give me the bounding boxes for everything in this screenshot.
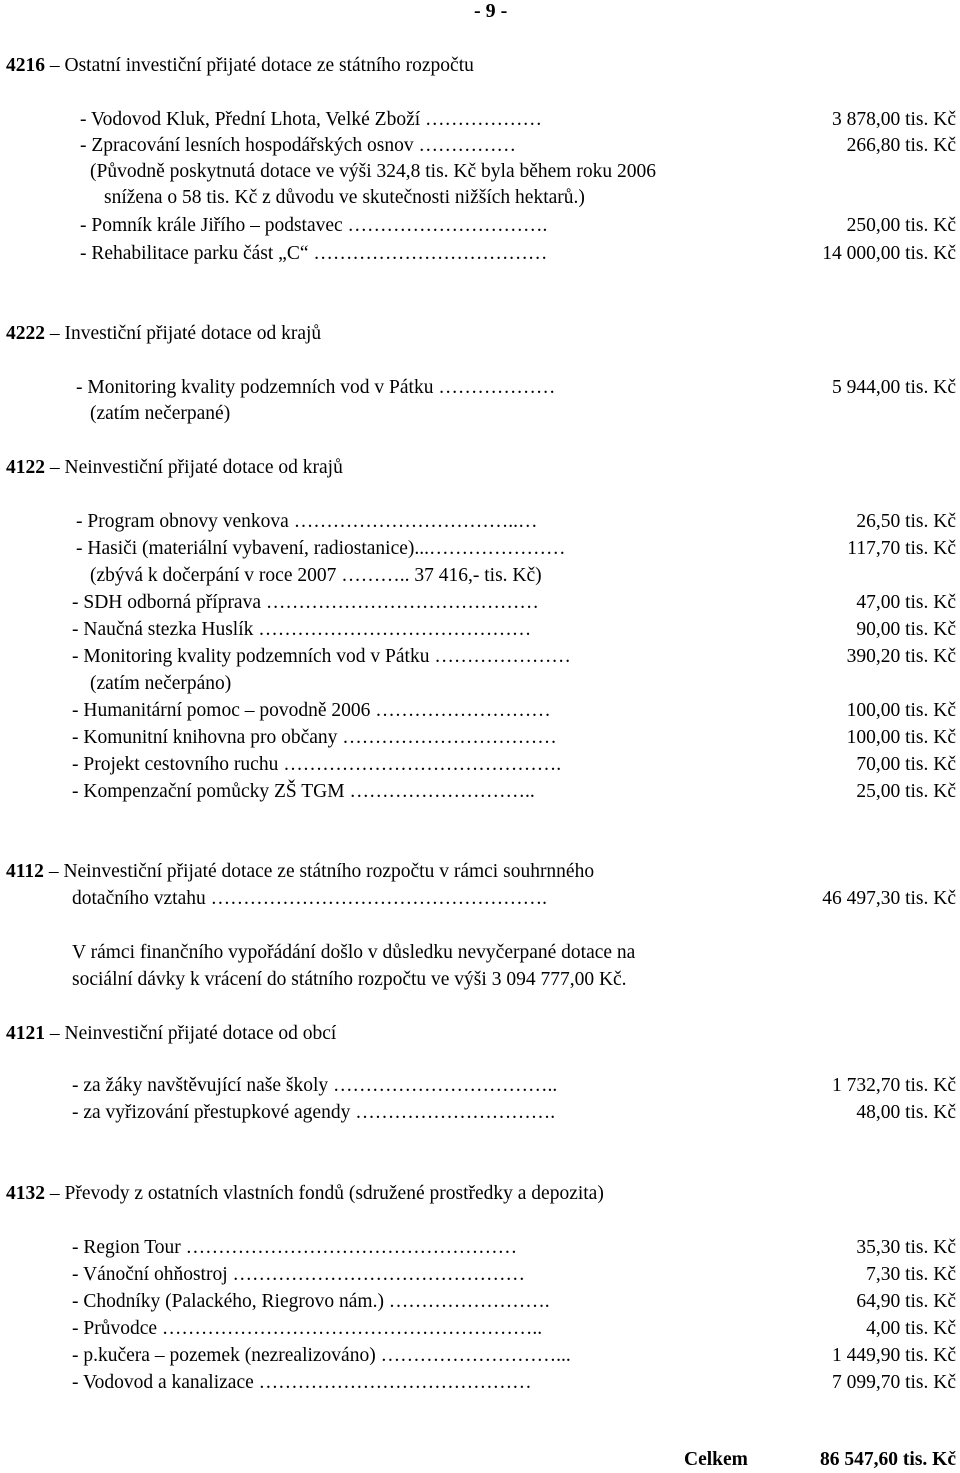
section-heading: 4222 – Investiční přijaté dotace od krajů (6, 323, 322, 344)
item-amount: 117,70 tis. Kč (847, 538, 956, 559)
item-text: - Chodníky (Palackého, Riegrovo nám.) ……………………. (72, 1291, 550, 1312)
item-text: - Kompenzační pomůcky ZŠ TGM ……………………….. (72, 781, 535, 802)
item-amount: 7 099,70 tis. Kč (831, 1372, 956, 1393)
item-amount: 266,80 tis. Kč (846, 135, 956, 156)
item-text: - p.kučera – pozemek (nezrealizováno) ………………………... (72, 1345, 571, 1366)
item-amount: 4,00 tis. Kč (866, 1318, 956, 1339)
total-label: Celkem (684, 1449, 748, 1470)
item-text: - Pomník krále Jiřího – podstavec …………………………. (80, 215, 548, 236)
item-text: - Komunitní knihovna pro občany …………………………… (72, 727, 557, 748)
item-text: - Program obnovy venkova ……………………………..… (76, 511, 538, 532)
item-amount: 70,00 tis. Kč (856, 754, 956, 775)
item-amount: 7,30 tis. Kč (866, 1264, 956, 1285)
item-amount: 25,00 tis. Kč (856, 781, 956, 802)
item-amount: 35,30 tis. Kč (856, 1237, 956, 1258)
page-number: - 9 - (474, 0, 508, 22)
paragraph-line: V rámci finančního vypořádání došlo v důsledku nevyčerpané dotace na (72, 942, 636, 963)
item-amount: 48,00 tis. Kč (856, 1102, 956, 1123)
item-text: - Projekt cestovního ruchu ……………………………………. (72, 754, 562, 775)
item-note: snížena o 58 tis. Kč z důvodu ve skutečnosti nižších hektarů.) (104, 187, 585, 208)
item-text: - Monitoring kvality podzemních vod v Pátku ………………… (72, 646, 571, 667)
item-amount: 26,50 tis. Kč (856, 511, 956, 532)
item-note: (zbývá k dočerpání v roce 2007 ……….. 37 416,- tis. Kč) (90, 565, 542, 586)
item-amount: 90,00 tis. Kč (856, 619, 956, 640)
item-text: - za žáky navštěvující naše školy …………………………….. (72, 1075, 558, 1096)
item-amount: 5 944,00 tis. Kč (831, 377, 956, 398)
item-text: - Hasiči (materiální vybavení, radiostanice)...………………… (76, 538, 566, 559)
item-amount: 1 449,90 tis. Kč (831, 1345, 956, 1366)
item-amount: 14 000,00 tis. Kč (822, 243, 956, 264)
section-heading: 4216 – Ostatní investiční přijaté dotace ze státního rozpočtu (6, 55, 474, 76)
item-amount: 1 732,70 tis. Kč (831, 1075, 956, 1096)
item-text: - Monitoring kvality podzemních vod v Pátku ……………… (76, 377, 556, 398)
section-heading: 4132 – Převody z ostatních vlastních fondů (sdružené prostředky a depozita) (6, 1183, 604, 1204)
item-text: - Naučná stezka Huslík …………………………………… (72, 619, 532, 640)
item-text: dotačního vztahu ……………………………………………. (72, 888, 547, 909)
item-text: - Průvodce ………………………………………………….. (72, 1318, 543, 1339)
item-text: - SDH odborná příprava …………………………………… (72, 592, 539, 613)
item-amount: 100,00 tis. Kč (846, 727, 956, 748)
item-note: (zatím nečerpané) (90, 403, 231, 424)
item-note: (Původně poskytnutá dotace ve výši 324,8 tis. Kč byla během roku 2006 (90, 161, 656, 182)
item-text: - Humanitární pomoc – povodně 2006 ……………………… (72, 700, 551, 721)
item-text: - Vodovod a kanalizace …………………………………… (72, 1372, 532, 1393)
item-amount: 64,90 tis. Kč (856, 1291, 956, 1312)
item-note: (zatím nečerpáno) (90, 673, 232, 694)
item-text: - Rehabilitace parku část „C“ ……………………………… (80, 243, 548, 264)
item-amount: 100,00 tis. Kč (846, 700, 956, 721)
item-amount: 47,00 tis. Kč (856, 592, 956, 613)
item-text: - za vyřizování přestupkové agendy …………………………. (72, 1102, 556, 1123)
paragraph-line: sociální dávky k vrácení do státního rozpočtu ve výši 3 094 777,00 Kč. (72, 969, 627, 990)
section-heading: 4121 – Neinvestiční přijaté dotace od obcí (6, 1023, 337, 1044)
item-text: - Region Tour …………………………………………… (72, 1237, 518, 1258)
item-amount: 3 878,00 tis. Kč (831, 109, 956, 130)
item-amount: 250,00 tis. Kč (846, 215, 956, 236)
item-text: - Zpracování lesních hospodářských osnov …………… (80, 135, 516, 156)
item-amount: 390,20 tis. Kč (846, 646, 956, 667)
section-heading: 4112 – Neinvestiční přijaté dotace ze státního rozpočtu v rámci souhrnného (6, 861, 595, 882)
item-amount: 46 497,30 tis. Kč (822, 888, 956, 909)
section-heading: 4122 – Neinvestiční přijaté dotace od krajů (6, 457, 343, 478)
item-text: - Vodovod Kluk, Přední Lhota, Velké Zboží ……………… (80, 109, 543, 130)
item-text: - Vánoční ohňostroj ……………………………………… (72, 1264, 525, 1285)
total-amount: 86 547,60 tis. Kč (820, 1449, 956, 1470)
